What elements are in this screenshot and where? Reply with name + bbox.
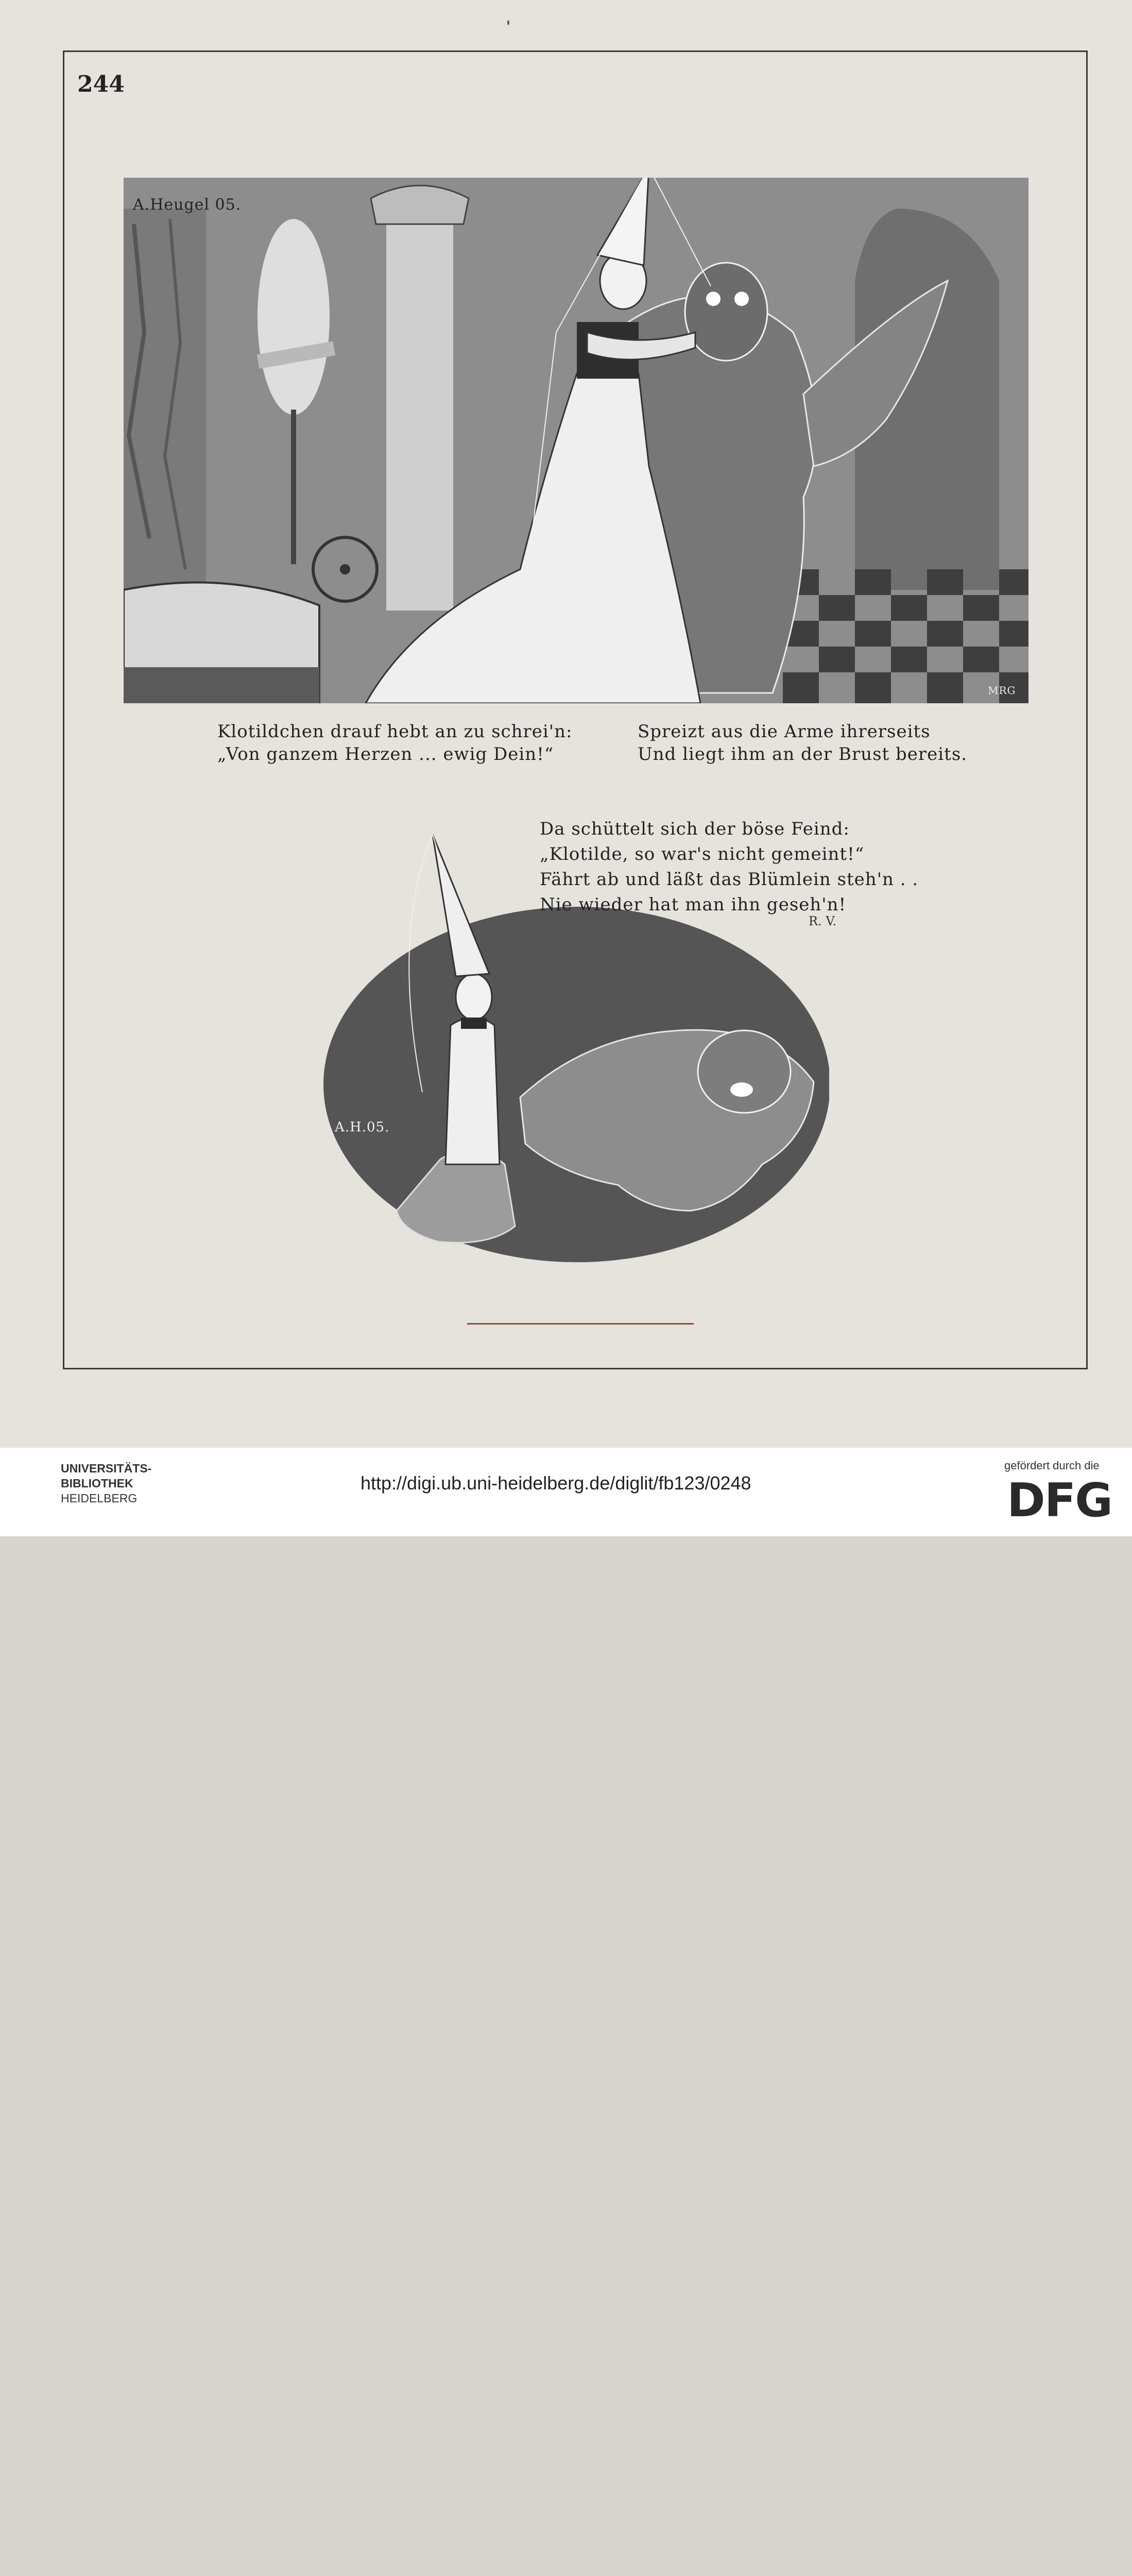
author-initials: R. V. [809,914,837,928]
caption-line: Und liegt ihm an der Brust bereits. [638,744,968,765]
caption-line: Klotildchen drauf hebt an zu schrei'n: [217,721,573,742]
library-line: HEIDELBERG [61,1492,138,1505]
illustration-signature: A.Heugel 05. [133,196,242,214]
caption-left [217,720,572,766]
printer-mark [507,21,509,25]
poem-line: Fährt ab und läßt das Blümlein steh'n . . [540,869,919,890]
library-line: BIBLIOTHEK [61,1477,133,1490]
poem-line: Da schüttelt sich der böse Feind: [540,819,850,839]
dfg-logo: DFG [1007,1473,1112,1528]
caption-line: „Von ganzem Herzen ... ewig Dein!“ [217,744,554,765]
poem [540,817,918,918]
viewer-footer [0,1448,1132,1536]
poem-line: Nie wieder hat man ihn geseh'n! [540,894,847,915]
page-number: 244 [77,71,125,97]
illustration-embrace [124,178,1028,703]
library-line: UNIVERSITÄTS- [61,1462,152,1475]
funding-label: gefördert durch die [1004,1459,1100,1472]
library-name [61,1461,151,1506]
poem-line: „Klotilde, so war's nicht gemeint!“ [540,844,865,865]
illustration-monogram: MRG [988,684,1016,697]
illustration-signature: A.H.05. [335,1120,390,1135]
permalink-url[interactable]: http://digi.ub.uni-heidelberg.de/diglit/fb123/0248 [361,1472,751,1494]
caption-line: Spreizt aus die Arme ihrerseits [638,721,931,742]
caption-right [638,720,967,766]
divider-rule [467,1323,694,1325]
